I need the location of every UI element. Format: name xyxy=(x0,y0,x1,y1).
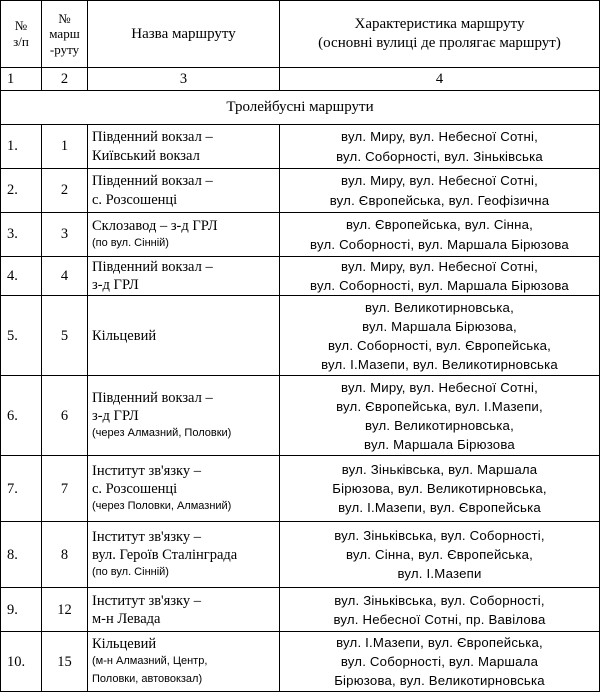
route-streets-line: вул. Сінна, вул. Європейська, xyxy=(345,547,534,563)
route-name-line: Склозавод – з-д ГРЛ xyxy=(92,217,218,234)
table-row xyxy=(1,213,600,257)
table-row xyxy=(1,376,600,456)
route-name xyxy=(88,588,280,632)
route-streets-line: Бірюзова, вул. Великотирновська xyxy=(334,673,545,689)
route-streets-line: вул. Великотирновська, xyxy=(365,417,514,433)
route-streets xyxy=(280,456,600,522)
route-number: 15 xyxy=(42,632,88,692)
route-number: 8 xyxy=(42,522,88,588)
route-streets xyxy=(280,632,600,692)
route-number: 12 xyxy=(42,588,88,632)
row-index: 9. xyxy=(1,588,42,632)
route-name-line: Київський вокзал xyxy=(92,147,200,164)
route-streets-line: вул. Миру, вул. Небесної Сотні, xyxy=(341,379,538,395)
route-name-line: Південний вокзал – xyxy=(92,259,213,276)
route-streets xyxy=(280,588,600,632)
table-row xyxy=(1,522,600,588)
route-streets-line: вул. І.Мазепи, вул. Європейська, xyxy=(336,635,543,651)
section-row xyxy=(1,91,600,125)
route-streets-line: вул. Миру, вул. Небесної Сотні, xyxy=(341,173,538,189)
route-streets xyxy=(280,125,600,169)
route-name-line: м-н Левада xyxy=(92,610,161,627)
table-row xyxy=(1,588,600,632)
header-route-number: № марш -руту xyxy=(42,1,88,68)
route-name xyxy=(88,125,280,169)
route-name xyxy=(88,376,280,456)
column-number: 1 xyxy=(1,68,42,91)
route-number: 1 xyxy=(42,125,88,169)
route-streets-line: вул. Європейська, вул. Сінна, xyxy=(345,217,534,233)
route-streets-line: вул. Зіньківська, вул. Соборності, xyxy=(334,528,545,544)
route-note: (через Алмазний, Половки) xyxy=(92,427,232,440)
row-index: 6. xyxy=(1,376,42,456)
route-streets-line: вул. І.Мазепи, вул. Великотирновська xyxy=(321,356,558,372)
route-streets-line: вул. Соборності, вул. Маршала Бірюзова xyxy=(310,236,569,252)
route-streets-line: Бірюзова, вул. Великотирновська, xyxy=(332,481,547,497)
route-name-line: Кільцевий xyxy=(92,327,157,344)
route-name-line: Південний вокзал – xyxy=(92,389,213,406)
route-number: 4 xyxy=(42,257,88,296)
column-number: 2 xyxy=(42,68,88,91)
route-streets-line: вул. Миру, вул. Небесної Сотні, xyxy=(341,129,538,145)
row-index: 10. xyxy=(1,632,42,692)
table-row xyxy=(1,296,600,376)
table-row xyxy=(1,632,600,692)
header-index: № з/п xyxy=(1,1,42,68)
route-name xyxy=(88,522,280,588)
route-name-line: Інститут зв'язку – xyxy=(92,592,202,609)
route-streets xyxy=(280,213,600,257)
route-number: 6 xyxy=(42,376,88,456)
row-index: 8. xyxy=(1,522,42,588)
route-streets-line: вул. І.Мазепи, вул. Європейська xyxy=(338,500,541,516)
table-header-row xyxy=(1,1,600,68)
route-note: (по вул. Сінній) xyxy=(92,236,169,249)
route-name xyxy=(88,213,280,257)
route-name-line: Південний вокзал – xyxy=(92,129,213,146)
route-name xyxy=(88,169,280,213)
route-streets-line: вул. Великотирновська, xyxy=(365,299,514,315)
route-streets xyxy=(280,296,600,376)
route-streets-line: вул. Небесної Сотні, пр. Вавілова xyxy=(333,611,546,627)
route-streets-line: вул. Європейська, вул. І.Мазепи, xyxy=(336,398,543,414)
table-row xyxy=(1,257,600,296)
section-title: Тролейбусні маршрути xyxy=(1,91,600,125)
column-number: 4 xyxy=(280,68,600,91)
route-streets-line: вул. Соборності, вул. Маршала xyxy=(340,654,539,670)
route-streets xyxy=(280,169,600,213)
row-index: 1. xyxy=(1,125,42,169)
table-row xyxy=(1,169,600,213)
route-number: 5 xyxy=(42,296,88,376)
route-name xyxy=(88,632,280,692)
route-streets-line: вул. Зіньківська, вул. Соборності, xyxy=(334,592,545,608)
route-number: 7 xyxy=(42,456,88,522)
route-name-line: вул. Героїв Сталінграда xyxy=(92,546,238,563)
route-streets-line: вул. Європейська, вул. Геофізична xyxy=(329,192,550,208)
route-name-line: з-д ГРЛ xyxy=(92,407,139,424)
column-number: 3 xyxy=(88,68,280,91)
route-streets xyxy=(280,522,600,588)
route-name xyxy=(88,296,280,376)
row-index: 3. xyxy=(1,213,42,257)
header-route-name: Назва маршруту xyxy=(88,1,280,68)
route-streets-line: вул. Соборності, вул. Європейська, xyxy=(328,337,551,353)
route-number: 3 xyxy=(42,213,88,257)
route-name-line: Кільцевий xyxy=(92,636,157,653)
route-name-line: Інститут зв'язку – xyxy=(92,528,202,545)
route-note: (м-н Алмазний, Центр, Половки, автовокзал) xyxy=(92,655,208,685)
route-name xyxy=(88,257,280,296)
route-streets-line: вул. Миру, вул. Небесної Сотні, xyxy=(341,259,538,274)
route-name-line: Південний вокзал – xyxy=(92,173,213,190)
route-note: (по вул. Сінній) xyxy=(92,566,169,579)
route-streets-line: вул. Соборності, вул. Зіньківська xyxy=(336,148,543,164)
column-numbering-row xyxy=(1,68,600,91)
route-streets-line: вул. І.Мазепи xyxy=(397,566,482,582)
route-streets xyxy=(280,376,600,456)
route-streets-line: вул. Маршала Бірюзова, xyxy=(362,318,517,334)
route-name-line: с. Розсошенці xyxy=(92,480,178,497)
route-streets-line: вул. Соборності, вул. Маршала Бірюзова xyxy=(310,278,569,294)
route-name-line: з-д ГРЛ xyxy=(92,277,139,294)
route-streets-line: вул. Маршала Бірюзова xyxy=(364,436,515,452)
route-streets-line: вул. Зіньківська, вул. Маршала xyxy=(341,462,538,478)
row-index: 2. xyxy=(1,169,42,213)
route-note: (через Половки, Алмазний) xyxy=(92,500,232,513)
table-row xyxy=(1,125,600,169)
header-route-description: Характеристика маршруту (основні вулиці де пролягає маршрут) xyxy=(280,1,600,68)
route-name xyxy=(88,456,280,522)
route-name-line: с. Розсошенці xyxy=(92,191,178,208)
row-index: 4. xyxy=(1,257,42,296)
route-name-line: Інститут зв'язку – xyxy=(92,462,202,479)
route-number: 2 xyxy=(42,169,88,213)
route-streets xyxy=(280,257,600,296)
row-index: 5. xyxy=(1,296,42,376)
row-index: 7. xyxy=(1,456,42,522)
table-row xyxy=(1,456,600,522)
